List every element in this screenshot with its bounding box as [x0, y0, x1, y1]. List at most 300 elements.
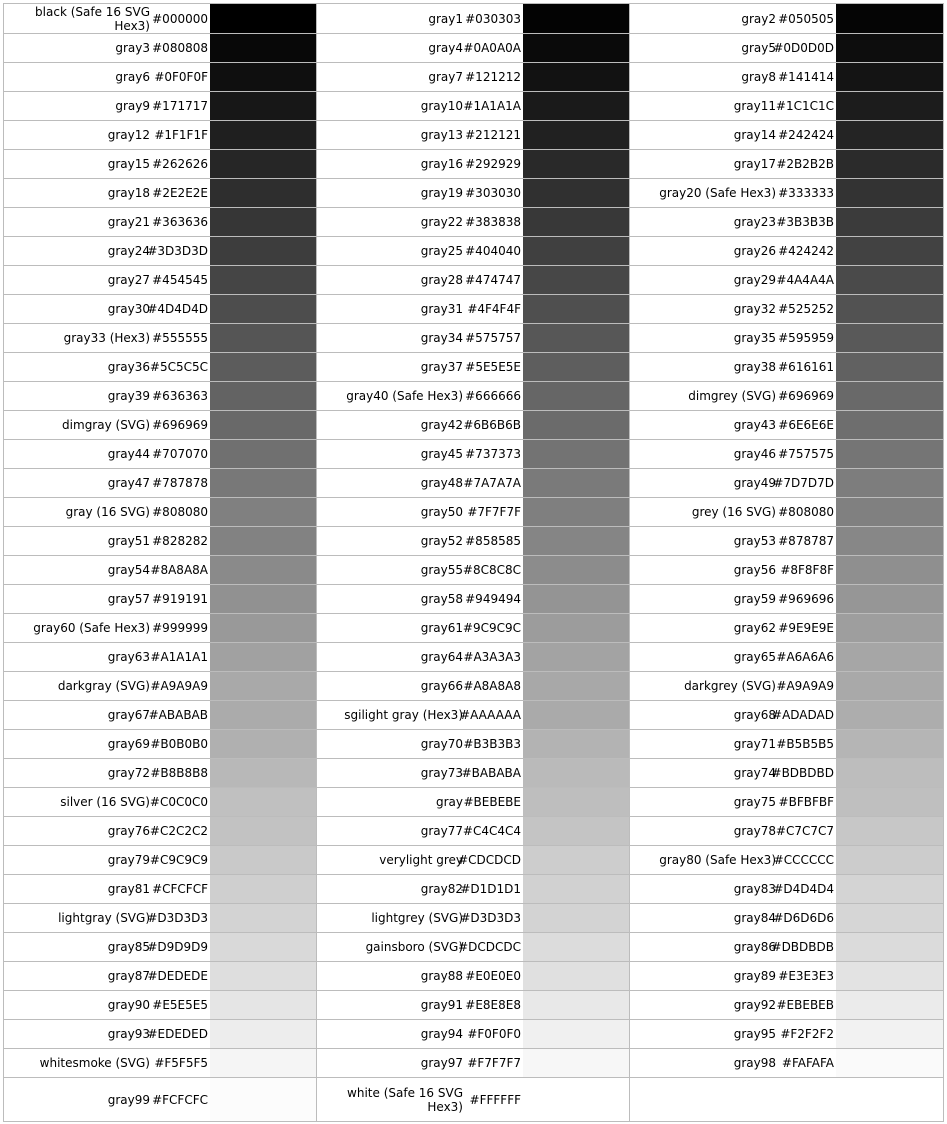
color-hex: #A6A6A6 — [776, 650, 834, 664]
color-swatch — [836, 382, 943, 410]
color-hex: #8A8A8A — [150, 563, 208, 577]
color-name: gray45 — [420, 447, 463, 461]
column-divider — [629, 469, 630, 497]
color-swatch — [523, 237, 630, 265]
color-hex: #BDBDBD — [771, 766, 834, 780]
color-swatch — [836, 4, 943, 33]
color-hex: #BEBEBE — [463, 795, 521, 809]
color-name: gray63 — [107, 650, 150, 664]
color-hex: #212121 — [465, 128, 521, 142]
color-name: gray84 — [733, 911, 776, 925]
color-name: silver (16 SVG) — [60, 795, 150, 809]
color-swatch — [523, 933, 630, 961]
color-swatch — [836, 701, 943, 729]
color-name: gray53 — [733, 534, 776, 548]
column-divider — [316, 498, 317, 526]
color-name: gray93 — [107, 1027, 150, 1041]
column-divider — [316, 614, 317, 642]
table-row — [4, 33, 943, 62]
color-swatch — [210, 469, 317, 497]
color-swatch — [210, 150, 317, 178]
column-divider — [629, 498, 630, 526]
color-name: gray (16 SVG) — [65, 505, 150, 519]
color-swatch — [210, 527, 317, 555]
color-name: gray16 — [420, 157, 463, 171]
color-swatch — [836, 150, 943, 178]
color-swatch — [523, 92, 630, 120]
color-name: gray38 — [733, 360, 776, 374]
color-hex: #171717 — [152, 99, 208, 113]
column-divider — [316, 1049, 317, 1077]
column-divider — [316, 266, 317, 294]
color-swatch — [523, 498, 630, 526]
color-hex: #7F7F7F — [467, 505, 521, 519]
table-row — [4, 584, 943, 613]
table-row — [4, 497, 943, 526]
table-row — [4, 700, 943, 729]
color-swatch — [210, 382, 317, 410]
color-swatch — [836, 614, 943, 642]
table-row — [4, 990, 943, 1019]
color-swatch — [523, 759, 630, 787]
table-row — [4, 4, 943, 33]
color-swatch — [523, 266, 630, 294]
column-divider — [316, 643, 317, 671]
color-hex: #949494 — [465, 592, 521, 606]
color-swatch — [523, 382, 630, 410]
column-divider — [629, 411, 630, 439]
column-divider — [316, 1078, 317, 1121]
color-swatch — [523, 1049, 630, 1077]
color-hex: #CDCDCD — [458, 853, 521, 867]
color-swatch — [210, 92, 317, 120]
color-name: gray14 — [733, 128, 776, 142]
color-hex: #808080 — [152, 505, 208, 519]
color-swatch — [836, 34, 943, 62]
color-swatch — [210, 353, 317, 381]
color-hex: #262626 — [152, 157, 208, 171]
color-swatch — [210, 933, 317, 961]
color-hex: #3B3B3B — [776, 215, 834, 229]
color-swatch — [836, 730, 943, 758]
table-row — [4, 1048, 943, 1077]
color-name: gray — [435, 795, 463, 809]
color-swatch — [836, 643, 943, 671]
color-swatch — [523, 527, 630, 555]
color-hex: #A1A1A1 — [150, 650, 208, 664]
table-row — [4, 439, 943, 468]
color-swatch — [210, 208, 317, 236]
color-hex: #2B2B2B — [776, 157, 834, 171]
color-swatch — [836, 556, 943, 584]
column-divider — [629, 933, 630, 961]
color-swatch — [523, 121, 630, 149]
color-name: gray49 — [733, 476, 776, 490]
color-swatch — [523, 672, 630, 700]
color-swatch — [210, 266, 317, 294]
color-hex: #4F4F4F — [467, 302, 521, 316]
color-swatch — [210, 875, 317, 903]
color-name: dimgray (SVG) — [62, 418, 150, 432]
color-hex: #F2F2F2 — [780, 1027, 834, 1041]
color-swatch — [836, 324, 943, 352]
color-name: gray26 — [733, 244, 776, 258]
color-name: gray74 — [733, 766, 776, 780]
color-swatch — [523, 904, 630, 932]
color-swatch — [210, 295, 317, 323]
color-swatch — [210, 788, 317, 816]
column-divider — [316, 121, 317, 149]
color-hex: #030303 — [465, 11, 521, 26]
color-hex: #3D3D3D — [147, 244, 208, 258]
color-hex: #E8E8E8 — [465, 998, 521, 1012]
color-swatch — [836, 991, 943, 1019]
color-hex: #BFBFBF — [778, 795, 834, 809]
color-hex: #E0E0E0 — [465, 969, 521, 983]
column-divider — [316, 759, 317, 787]
color-swatch — [523, 875, 630, 903]
color-hex: #BABABA — [461, 766, 521, 780]
color-name: gray62 — [733, 621, 776, 635]
color-swatch — [523, 411, 630, 439]
color-name: gray12 — [107, 128, 150, 142]
color-swatch — [210, 614, 317, 642]
color-hex: #4A4A4A — [776, 273, 834, 287]
table-row — [4, 236, 943, 265]
column-divider — [316, 4, 317, 33]
color-swatch — [836, 1049, 943, 1077]
column-divider — [629, 846, 630, 874]
color-hex: #525252 — [778, 302, 834, 316]
color-name: gray36 — [107, 360, 150, 374]
color-name: gray44 — [107, 447, 150, 461]
color-hex: #121212 — [465, 70, 521, 84]
color-name: grey (16 SVG) — [691, 505, 776, 519]
color-hex: #D4D4D4 — [773, 882, 834, 896]
color-name: gray24 — [107, 244, 150, 258]
color-name: gray47 — [107, 476, 150, 490]
color-hex: #9C9C9C — [462, 621, 521, 635]
color-name: dimgrey (SVG) — [688, 389, 776, 403]
color-swatch — [836, 817, 943, 845]
color-name: gray23 — [733, 215, 776, 229]
color-swatch — [836, 875, 943, 903]
column-divider — [629, 121, 630, 149]
color-hex: #D3D3D3 — [147, 911, 208, 925]
color-hex: #DEDEDE — [147, 969, 208, 983]
color-name: gray66 — [420, 679, 463, 693]
color-name: gray95 — [733, 1027, 776, 1041]
color-swatch — [836, 585, 943, 613]
color-hex: #555555 — [152, 331, 208, 345]
color-swatch — [836, 788, 943, 816]
column-divider — [316, 817, 317, 845]
column-divider — [629, 614, 630, 642]
color-hex: #E3E3E3 — [778, 969, 834, 983]
column-divider — [316, 411, 317, 439]
color-name: gray59 — [733, 592, 776, 606]
column-divider — [316, 672, 317, 700]
color-swatch — [210, 1020, 317, 1048]
color-name: gray83 — [733, 882, 776, 896]
color-swatch — [210, 34, 317, 62]
color-name: gray90 — [107, 998, 150, 1012]
color-swatch — [523, 701, 630, 729]
color-swatch — [210, 324, 317, 352]
color-hex: #B5B5B5 — [776, 737, 834, 751]
color-swatch — [523, 991, 630, 1019]
color-hex: #595959 — [778, 331, 834, 345]
color-swatch — [836, 411, 943, 439]
column-divider — [629, 208, 630, 236]
color-swatch — [523, 1078, 630, 1121]
color-swatch — [210, 962, 317, 990]
color-swatch — [523, 788, 630, 816]
table-row — [4, 526, 943, 555]
color-hex: #383838 — [465, 215, 521, 229]
color-swatch — [210, 440, 317, 468]
color-hex: #404040 — [465, 244, 521, 258]
color-hex: #CCCCCC — [773, 853, 834, 867]
color-hex: #474747 — [465, 273, 521, 287]
color-swatch — [836, 92, 943, 120]
column-divider — [629, 672, 630, 700]
color-name: gray50 — [420, 505, 463, 519]
color-name: gray81 — [107, 882, 150, 896]
table-row — [4, 903, 943, 932]
color-swatch — [523, 324, 630, 352]
color-swatch — [210, 4, 317, 33]
color-swatch — [836, 498, 943, 526]
column-divider — [629, 527, 630, 555]
color-hex: #F5F5F5 — [154, 1056, 208, 1070]
color-swatch — [210, 237, 317, 265]
color-swatch — [210, 1049, 317, 1077]
table-row — [4, 613, 943, 642]
color-name: gray51 — [107, 534, 150, 548]
color-hex: #7D7D7D — [773, 476, 834, 490]
color-name: gray70 — [420, 737, 463, 751]
column-divider — [316, 150, 317, 178]
color-name: gray65 — [733, 650, 776, 664]
color-name: gray89 — [733, 969, 776, 983]
column-divider — [629, 4, 630, 33]
column-divider — [629, 759, 630, 787]
table-row — [4, 120, 943, 149]
color-name: gray29 — [733, 273, 776, 287]
color-hex: #2E2E2E — [152, 186, 208, 200]
color-name: gainsboro (SVG) — [365, 940, 463, 954]
color-hex: #CFCFCF — [152, 882, 208, 896]
color-name: gray54 — [107, 563, 150, 577]
column-divider — [316, 63, 317, 91]
color-swatch — [210, 556, 317, 584]
color-name: gray25 — [420, 244, 463, 258]
color-name: gray37 — [420, 360, 463, 374]
color-swatch — [523, 846, 630, 874]
color-swatch — [210, 730, 317, 758]
color-swatch — [836, 266, 943, 294]
color-hex: #0D0D0D — [773, 41, 834, 55]
color-hex: #8C8C8C — [462, 563, 521, 577]
column-divider — [629, 788, 630, 816]
color-swatch — [523, 730, 630, 758]
color-name: gray86 — [733, 940, 776, 954]
color-name: gray88 — [420, 969, 463, 983]
color-hex: #0F0F0F — [154, 70, 208, 84]
column-divider — [629, 701, 630, 729]
color-hex: #EDEDED — [147, 1027, 208, 1041]
color-hex: #9E9E9E — [778, 621, 834, 635]
color-name: gray72 — [107, 766, 150, 780]
column-divider — [316, 904, 317, 932]
color-name: verylight grey — [379, 853, 463, 867]
color-hex: #969696 — [778, 592, 834, 606]
color-name: gray17 — [733, 157, 776, 171]
color-swatch — [836, 63, 943, 91]
table-row — [4, 729, 943, 758]
color-hex: #666666 — [465, 389, 521, 403]
column-divider — [629, 353, 630, 381]
color-hex: #F7F7F7 — [467, 1056, 521, 1070]
color-hex: #696969 — [152, 418, 208, 432]
color-hex: #F0F0F0 — [467, 1027, 521, 1041]
color-hex: #EBEBEB — [776, 998, 834, 1012]
color-swatch — [523, 63, 630, 91]
column-divider — [629, 556, 630, 584]
color-name: gray71 — [733, 737, 776, 751]
color-name: gray46 — [733, 447, 776, 461]
color-swatch — [836, 1020, 943, 1048]
color-hex: #AAAAAA — [460, 708, 521, 722]
color-swatch — [836, 440, 943, 468]
color-hex: #999999 — [152, 621, 208, 635]
color-name: gray20 (Safe Hex3) — [659, 186, 776, 200]
color-name: gray57 — [107, 592, 150, 606]
color-swatch — [523, 208, 630, 236]
table-row — [4, 207, 943, 236]
color-swatch — [210, 846, 317, 874]
column-divider — [629, 440, 630, 468]
color-swatch — [523, 643, 630, 671]
color-hex: #858585 — [465, 534, 521, 548]
column-divider — [316, 962, 317, 990]
color-name: gray76 — [107, 824, 150, 838]
color-swatch — [523, 469, 630, 497]
table-row — [4, 671, 943, 700]
color-hex: #575757 — [465, 331, 521, 345]
color-swatch — [836, 295, 943, 323]
column-divider — [629, 63, 630, 91]
table-row — [4, 758, 943, 787]
color-hex: #1A1A1A — [463, 99, 521, 113]
column-divider — [316, 933, 317, 961]
column-divider — [316, 208, 317, 236]
column-divider — [629, 1078, 630, 1121]
color-name: gray2 — [741, 11, 776, 26]
column-divider — [316, 34, 317, 62]
color-swatch — [210, 411, 317, 439]
color-swatch — [210, 121, 317, 149]
color-hex: #8F8F8F — [780, 563, 834, 577]
color-name: gray77 — [420, 824, 463, 838]
column-divider — [629, 1020, 630, 1048]
color-swatch — [836, 469, 943, 497]
color-hex: #1F1F1F — [154, 128, 208, 142]
color-hex: #878787 — [778, 534, 834, 548]
color-swatch — [210, 904, 317, 932]
column-divider — [316, 991, 317, 1019]
color-name: gray15 — [107, 157, 150, 171]
color-swatch — [836, 527, 943, 555]
column-divider — [629, 730, 630, 758]
table-row — [4, 961, 943, 990]
color-swatch — [523, 556, 630, 584]
table-row — [4, 555, 943, 584]
color-name: gray40 (Safe Hex3) — [346, 389, 463, 403]
color-swatch — [523, 4, 630, 33]
color-name: gray92 — [733, 998, 776, 1012]
color-hex: #919191 — [152, 592, 208, 606]
table-row — [4, 381, 943, 410]
color-hex: #C9C9C9 — [149, 853, 208, 867]
color-name: gray35 — [733, 331, 776, 345]
color-swatch — [523, 817, 630, 845]
column-divider — [629, 237, 630, 265]
color-name: gray48 — [420, 476, 463, 490]
column-divider — [629, 179, 630, 207]
column-divider — [316, 730, 317, 758]
column-divider — [629, 266, 630, 294]
column-divider — [629, 92, 630, 120]
color-name: gray97 — [420, 1056, 463, 1070]
color-swatch — [836, 904, 943, 932]
color-name: gray85 — [107, 940, 150, 954]
table-row — [4, 1077, 943, 1121]
color-name: gray27 — [107, 273, 150, 287]
table-row — [4, 874, 943, 903]
color-swatch — [210, 672, 317, 700]
column-divider — [316, 92, 317, 120]
column-divider — [316, 295, 317, 323]
color-hex: #757575 — [778, 447, 834, 461]
color-name: gray94 — [420, 1027, 463, 1041]
color-name: gray10 — [420, 99, 463, 113]
color-hex: #080808 — [152, 41, 208, 55]
color-name: gray19 — [420, 186, 463, 200]
color-name: gray13 — [420, 128, 463, 142]
color-name: gray22 — [420, 215, 463, 229]
color-name: gray21 — [107, 215, 150, 229]
table-row — [4, 816, 943, 845]
color-name: gray33 (Hex3) — [63, 331, 150, 345]
color-name: gray7 — [428, 70, 463, 84]
color-name: gray3 — [115, 41, 150, 55]
color-name: gray67 — [107, 708, 150, 722]
color-swatch — [523, 295, 630, 323]
color-hex: #292929 — [465, 157, 521, 171]
column-divider — [629, 324, 630, 352]
column-divider — [316, 585, 317, 613]
color-swatch — [523, 962, 630, 990]
column-divider — [316, 846, 317, 874]
table-row — [4, 845, 943, 874]
color-swatch — [523, 150, 630, 178]
color-name: gray64 — [420, 650, 463, 664]
color-hex: #5E5E5E — [465, 360, 521, 374]
color-name: gray42 — [420, 418, 463, 432]
color-name: gray61 — [420, 621, 463, 635]
